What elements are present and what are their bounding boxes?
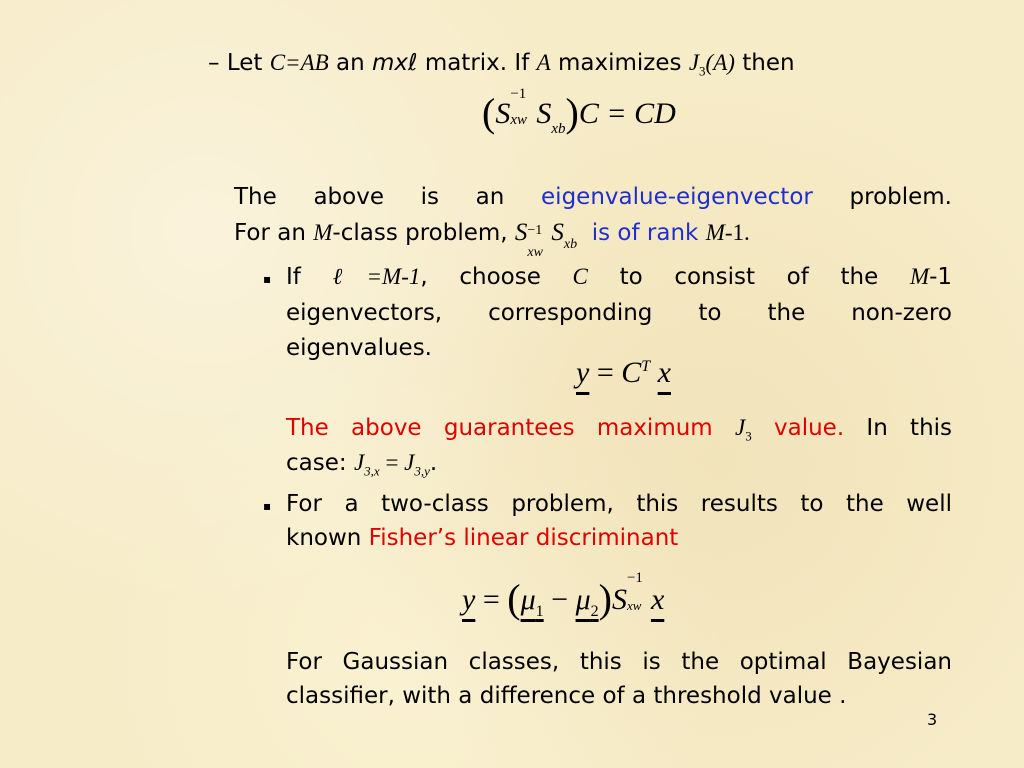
- page-number: 3: [927, 710, 938, 729]
- bullet1-line2: eigenvectors, corresponding to the non-zero: [286, 300, 952, 326]
- s-xb-sub: xb: [551, 121, 566, 137]
- dash-marker: –: [208, 50, 220, 76]
- para-guarantee-line1: The above guarantees maximum $J_3$ value. In this: [286, 415, 953, 444]
- right-paren: ): [565, 90, 579, 135]
- bullet-marker: ▪: [263, 272, 272, 286]
- text-let: Let: [226, 50, 263, 76]
- text-rank: is of rank: [591, 220, 699, 246]
- equation-fisher: $y = (\mu_1 - \mu_2)S$ −1 xw x: [462, 570, 665, 621]
- text-an: an: [335, 50, 365, 76]
- equation-projection: $y = C^T$ x: [576, 356, 671, 389]
- math-mxl: mxℓ: [371, 50, 418, 76]
- s-xw-symbol: S: [495, 97, 511, 130]
- term-fisher-discriminant: Fisher’s linear discriminant: [368, 525, 679, 551]
- math-j3a: $J_3(A)$: [688, 50, 735, 79]
- bullet2-line2: known Fisher’s linear discriminant: [286, 525, 679, 551]
- text-then: then: [742, 50, 795, 76]
- text-matrix-if: matrix. If: [424, 50, 530, 76]
- intro-line: [208, 46, 795, 89]
- s-xw-sup: −1: [510, 86, 527, 102]
- bullet1-line1: If ℓ=M-1, choose C to consist of the M-1: [286, 264, 953, 290]
- bullet-marker: ▪: [263, 499, 272, 513]
- eq1-rhs: C = CD: [578, 97, 676, 130]
- math-c-eq-ab: C=AB: [269, 50, 329, 75]
- para-gaussian-line2: classifier, with a difference of a threshold value .: [286, 683, 847, 709]
- equation-eigen: [482, 86, 676, 137]
- term-eigenvalue-eigenvector: eigenvalue-eigenvector: [541, 184, 813, 210]
- bullet2-line1: For a two-class problem, this results to the well: [286, 491, 952, 517]
- s-xb-symbol: S: [536, 97, 552, 130]
- s-xw-sub: xw: [510, 112, 527, 128]
- math-sxw-sxb: S −1 xw $S_{xb}$: [514, 219, 578, 260]
- para-gaussian-line1: For Gaussian classes, this is the optimal Bayesian: [286, 649, 952, 675]
- math-a: A: [536, 50, 551, 75]
- left-paren: (: [482, 90, 496, 135]
- text-maximizes: maximizes: [557, 50, 682, 76]
- para-eigen-line1: The above is an eigenvalue-eigenvector problem.: [234, 184, 952, 210]
- para-eigen-line2: For an M-class problem, S −1 xw $S_{xb}$ is of rank M-1.: [234, 219, 750, 260]
- bullet1-line3: eigenvalues.: [286, 335, 432, 361]
- para-guarantee-line2: case: $J_{3,x} = J_{3,y}$.: [286, 450, 438, 479]
